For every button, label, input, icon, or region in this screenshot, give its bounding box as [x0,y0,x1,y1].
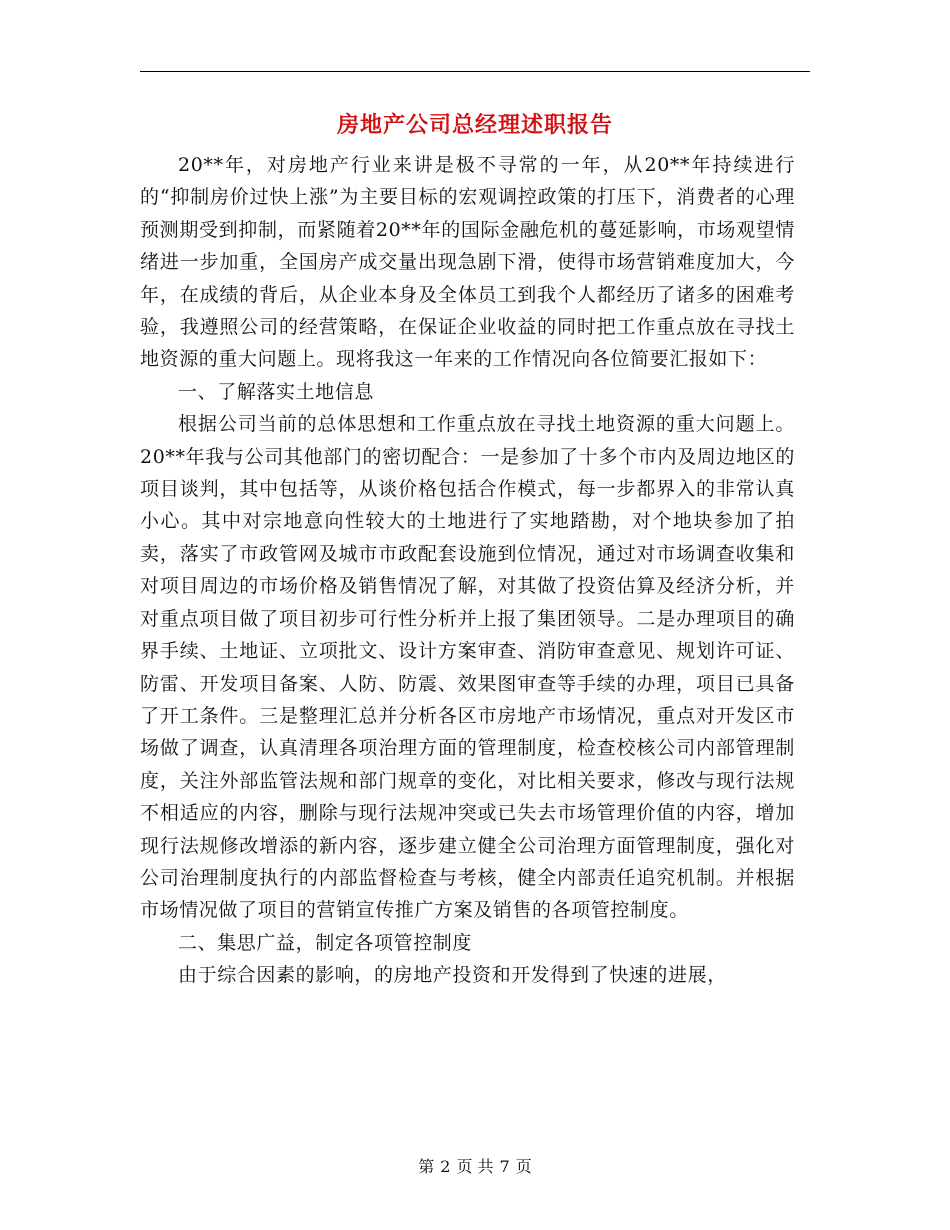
current-page-number: 2 [440,1157,451,1176]
intro-paragraph: 20**年，对房地产行业来讲是极不寻常的一年，从20**年持续进行的“抑制房价过快上涨”为主要目标的宏观调控政策的打压下，消费者的心理预测期受到抑制，而紧随着20**年的国际金融危机的蔓延影响，市场观望情绪进一步加重，全国房产成交量出现急剧下滑，使得市场营销难度加大，今年，在成绩的背后，从企业本身及全体员工到我个人都经历了诸多的困难考验，我遵照公司的经营策略，在保证企业收益的同时把工作重点放在寻找土地资源的重大问题上。现将我这一年来的工作情况向各位简要汇报如下： [140,154,795,371]
section-heading-2: 二、集思广益，制定各项管控制度 [178,931,473,954]
total-pages-number: 7 [499,1157,510,1176]
header-rule [140,71,810,72]
footer-middle: 页 共 [456,1157,494,1176]
document-title: 房地产公司总经理述职报告 [336,112,613,138]
section-heading-1: 一、了解落实土地信息 [178,380,375,403]
page-footer [0,1154,950,1177]
section-2-paragraph: 由于综合因素的影响，的房地产投资和开发得到了快速的进展， [178,964,727,987]
footer-prefix: 第 [418,1157,435,1176]
footer-suffix: 页 [515,1157,532,1176]
document-body [140,149,795,992]
section-1-paragraph: 根据公司当前的总体思想和工作重点放在寻找土地资源的重大问题上。20**年我与公司其他部门的密切配合：一是参加了十多个市内及周边地区的项目谈判，其中包括等，从谈价格包括合作模式，每一步都界入的非常认真小心。其中对宗地意向性较大的土地进行了实地踏勘，对个地块参加了拍卖，落实了市政管网及城市市政配套设施到位情况，通过对市场调查收集和对项目周边的市场价格及销售情况了解，对其做了投资估算及经济分析，并对重点项目做了项目初步可行性分析并上报了集团领导。二是办理项目的确界手续、土地证、立项批文、设计方案审查、消防审查意见、规划许可证、防雷、开发项目备案、人防、防震、效果图审查等手续的办理，项目已具备了开工条件。三是整理汇总并分析各区市房地产市场情况，重点对开发区市场做了调查，认真清理各项治理方面的管理制度，检查校核公司内部管理制度，关注外部监管法规和部门规章的变化，对比相关要求，修改与现行法规不相适应的内容，删除与现行法规冲突或已失去市场管理价值的内容，增加现行法规修改增添的新内容，逐步建立健全公司治理方面管理制度，强化对公司治理制度执行的内部监督检查与考核，健全内部责任追究机制。并根据市场情况做了项目的营销宣传推广方案及销售的各项管控制度。 [140,413,795,922]
